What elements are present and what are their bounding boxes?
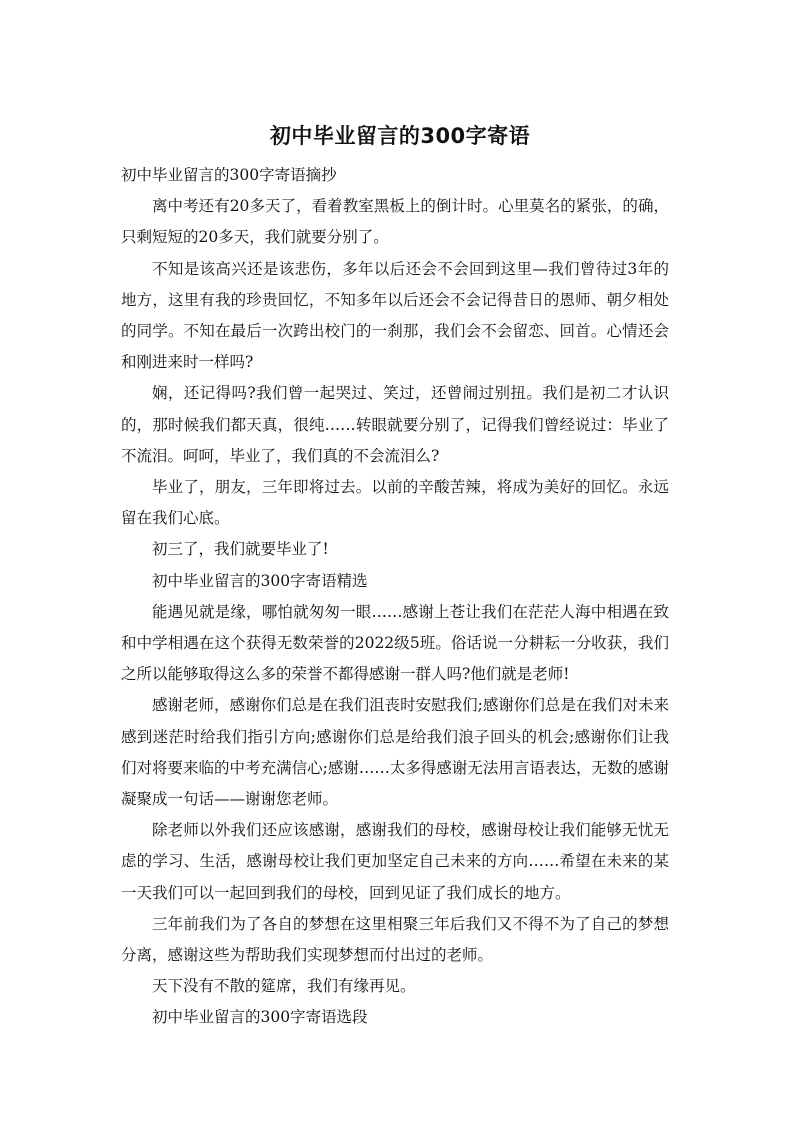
paragraph: 除老师以外我们还应该感谢，感谢我们的母校，感谢母校让我们能够无忧无虑的学习、生活，感谢母校让我们更加坚定自己未来的方向……希望在未来的某一天我们可以一起回到我们的母校，回到见证了我们成长的地方。 (121, 821, 669, 902)
paragraph-heading-selected: 初中毕业留言的300字寄语精选 (152, 571, 368, 590)
paragraph-heading-excerpt: 初中毕业留言的300字寄语摘抄 (121, 166, 337, 184)
paragraph: 初三了，我们就要毕业了! (152, 540, 329, 559)
paragraph: 毕业了，朋友，三年即将过去。以前的辛酸苦辣，将成为美好的回忆。永远留在我们心底。 (121, 478, 669, 528)
paragraph: 不知是该高兴还是该悲伤，多年以后还会不会回到这里—我们曾待过3年的地方，这里有我的珍贵回忆，不知多年以后还会不会记得昔日的恩师、朝夕相处的同学。不知在最后一次跨出校门的一刹那，我们会不会留恋、回首。心情还会和刚进来时一样吗? (121, 259, 669, 372)
paragraph: 天下没有不散的筵席，我们有缘再见。 (152, 977, 416, 996)
paragraph: 离中考还有20多天了，看着教室黑板上的倒计时。心里莫名的紧张，的确，只剩短短的20多天，我们就要分别了。 (121, 197, 669, 247)
paragraph: 能遇见就是缘，哪怕就匆匆一眼……感谢上苍让我们在茫茫人海中相遇在致和中学相遇在这个获得无数荣誉的2022级5班。俗话说一分耕耘一分收获，我们之所以能够取得这么多的荣誉不都得感谢一群人吗?他们就是老师! (121, 602, 669, 684)
paragraph: 三年前我们为了各自的梦想在这里相聚三年后我们又不得不为了自己的梦想分离，感谢这些为帮助我们实现梦想而付出过的老师。 (121, 914, 669, 965)
document-body (121, 160, 669, 1034)
paragraph: 感谢老师，感谢你们总是在我们沮丧时安慰我们;感谢你们总是在我们对未来感到迷茫时给我们指引方向;感谢你们总是给我们浪子回头的机会;感谢你们让我们对将要来临的中考充满信心;感谢……太多得感谢无法用言语表达，无数的感谢凝聚成一句话——谢谢您老师。 (121, 696, 669, 809)
paragraph-heading-section: 初中毕业留言的300字寄语选段 (152, 1008, 368, 1027)
document-title: 初中毕业留言的300字寄语 (269, 124, 531, 148)
paragraph: 娴，还记得吗?我们曾一起哭过、笑过，还曾闹过别扭。我们是初二才认识的，那时候我们都天真，很纯……转眼就要分别了，记得我们曾经说过：毕业了不流泪。呵呵，毕业了，我们真的不会流泪么? (121, 384, 669, 465)
